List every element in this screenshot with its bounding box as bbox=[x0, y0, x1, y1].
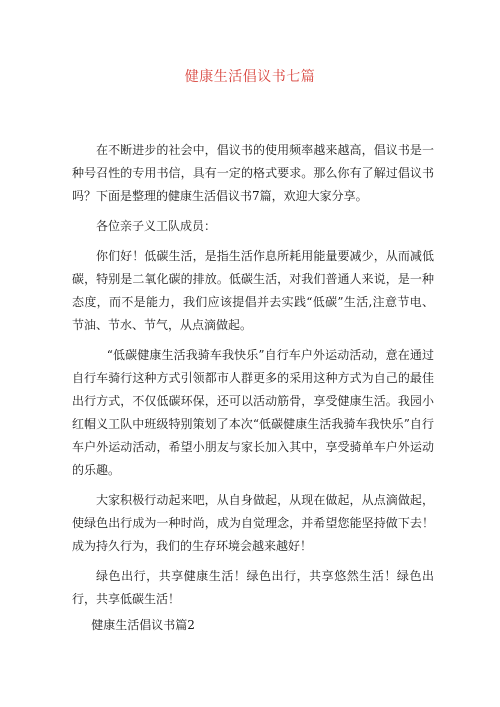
paragraph-slogan: 绿色出行，共享健康生活！绿色出行，共享悠然生活！绿色出行，共享低碳生活！ bbox=[72, 569, 434, 606]
paragraph-greeting: 你们好！低碳生活，是指生活作息所耗用能量要减少，从而减低碳，特别是二氧化碳的排放。低碳生活，对我们普通人来说，是一种态度，而不是能力，我们应该提倡并去实践“低碳”生活,注意节电、节油、节水、节气，从点滴做起。 bbox=[72, 249, 434, 332]
paragraph-salutation: 各位亲子义工队成员： bbox=[96, 219, 217, 233]
section-subheading: 健康生活倡议书篇2 bbox=[91, 618, 195, 632]
paragraph-intro: 在不断进步的社会中，倡议书的使用频率越来越高，倡议书是一种号召性的专用书信，具有一定的格式要求。那么你有了解过倡议书吗？下面是整理的健康生活倡议书7篇，欢迎大家分享。 bbox=[72, 143, 434, 203]
paragraph-call-to-action: 大家积极行动起来吧，从自身做起，从现在做起，从点滴做起，使绿色出行成为一种时尚，成为自觉理念，并希望您能坚持做下去！成为持久行为，我们的生存环境会越来越好！ bbox=[72, 493, 434, 553]
document-title: 健康生活倡议书七篇 bbox=[184, 69, 316, 85]
paragraph-activity: “低碳健康生活我骑车我快乐”自行车户外运动活动，意在通过自行车骑行这种方式引领都市人群更多的采用这种方式为自己的最佳出行方式，不仅低碳环保，还可以活动筋骨，享受健康生活。我园小红帽义工队中班级特别策划了本次“低碳健康生活我骑车我快乐”自行车户外运动活动，希望小朋友与家长加入其中，享受骑单车户外运动的乐趣。 bbox=[72, 348, 434, 477]
document-body bbox=[72, 139, 434, 644]
